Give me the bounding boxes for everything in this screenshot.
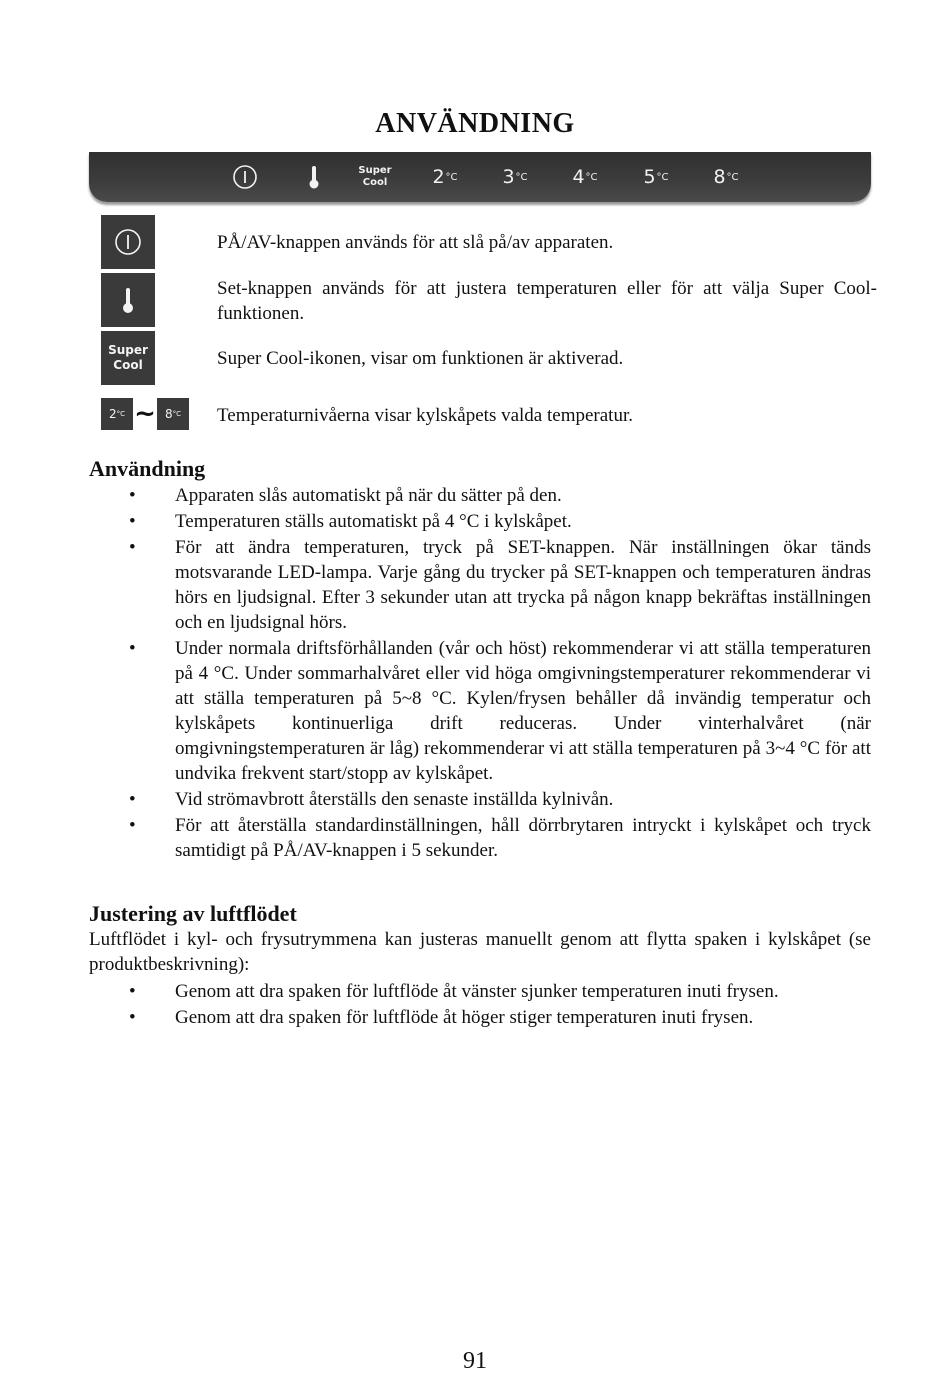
temp-low-icon: 2 °C [101,398,133,430]
usage-heading: Användning [89,456,206,481]
power-icon [229,152,261,202]
list-item: • Temperaturen ställs automatiskt på 4 °C i kylskåpet. [89,509,871,534]
thermometer-icon [303,152,325,202]
temp-indicator-4: 4 °C [572,166,598,188]
power-key-icon [101,215,155,269]
list-item: • Vid strömavbrott återställs den senaste inställda kylnivån. [89,787,871,812]
temp-indicator-3: 3 °C [502,166,528,188]
super-cool-description: Super Cool-ikonen, visar om funktionen är aktiverad. [217,348,624,369]
temp-range-description: Temperaturnivåerna visar kylskåpets valda temperatur. [217,405,633,426]
list-item: • Apparaten slås automatiskt på när du sätter på den. [89,483,871,508]
control-panel [89,152,871,202]
temp-high-icon: 8 °C [157,398,189,430]
set-key-thermometer-icon [101,273,155,327]
usage-list [89,483,871,864]
list-item: • För att ändra temperaturen, tryck på SET-knappen. När inställningen ökar tänds motsvarande LED-lampa. Varje gång du trycker på SET-knappen och temperaturen ändras hörs en ljudsignal. Efter 3 sekunder utan att trycka på någon knapp bekräftas inställningen och en ljudsignal hörs. [89,535,871,635]
temp-indicator-5: 5 °C [643,166,669,188]
list-item: • För att återställa standardinställningen, håll dörrbrytaren intryckt i kylskåpet och tryck samtidigt på PÅ/AV-knappen i 5 sekunder. [89,813,871,863]
list-item: • Under normala driftsförhållanden (vår och höst) rekommenderar vi att ställa temperaturen på 4 °C. Under sommarhalvåret eller vid höga omgivningstemperaturer rekommenderar vi att ställa temperaturen på 5~8 °C. Kylen/frysen behåller då invändig temperatur och kylskåpets kontinuerliga drift reduceras. Under vinterhalvåret (när omgivningstemperaturen är låg) rekommenderar vi att ställa temperaturen på 3~4 °C för att undvika frekvent start/stopp av kylskåpet. [89,636,871,786]
super-cool-indicator: Super Cool [358,165,392,188]
temp-indicator-2: 2 °C [432,166,458,188]
airflow-intro: Luftflödet i kyl- och frysutrymmena kan justeras manuellt genom att flytta spaken i kylskåpet (se produktbeskrivning): [89,929,871,975]
page-title: ANVÄNDNING [375,108,575,139]
list-item: • Genom att dra spaken för luftflöde åt vänster sjunker temperaturen inuti frysen. [89,979,871,1004]
airflow-heading: Justering av luftflödet [89,901,297,926]
super-cool-key-icon [101,331,155,385]
power-key-description: PÅ/AV-knappen används för att slå på/av apparaten. [217,232,614,253]
temp-indicator-8: 8 °C [713,166,739,188]
set-key-description: Set-knappen används för att justera temperaturen eller för att välja Super Cool-funktionen. [217,278,877,324]
range-tilde: ~ [134,399,156,429]
super-cool-key-label: Super Cool [108,343,148,372]
page-number: 91 [463,1348,487,1374]
list-item: • Genom att dra spaken för luftflöde åt höger stiger temperaturen inuti frysen. [89,1005,871,1030]
airflow-list [89,979,871,1031]
